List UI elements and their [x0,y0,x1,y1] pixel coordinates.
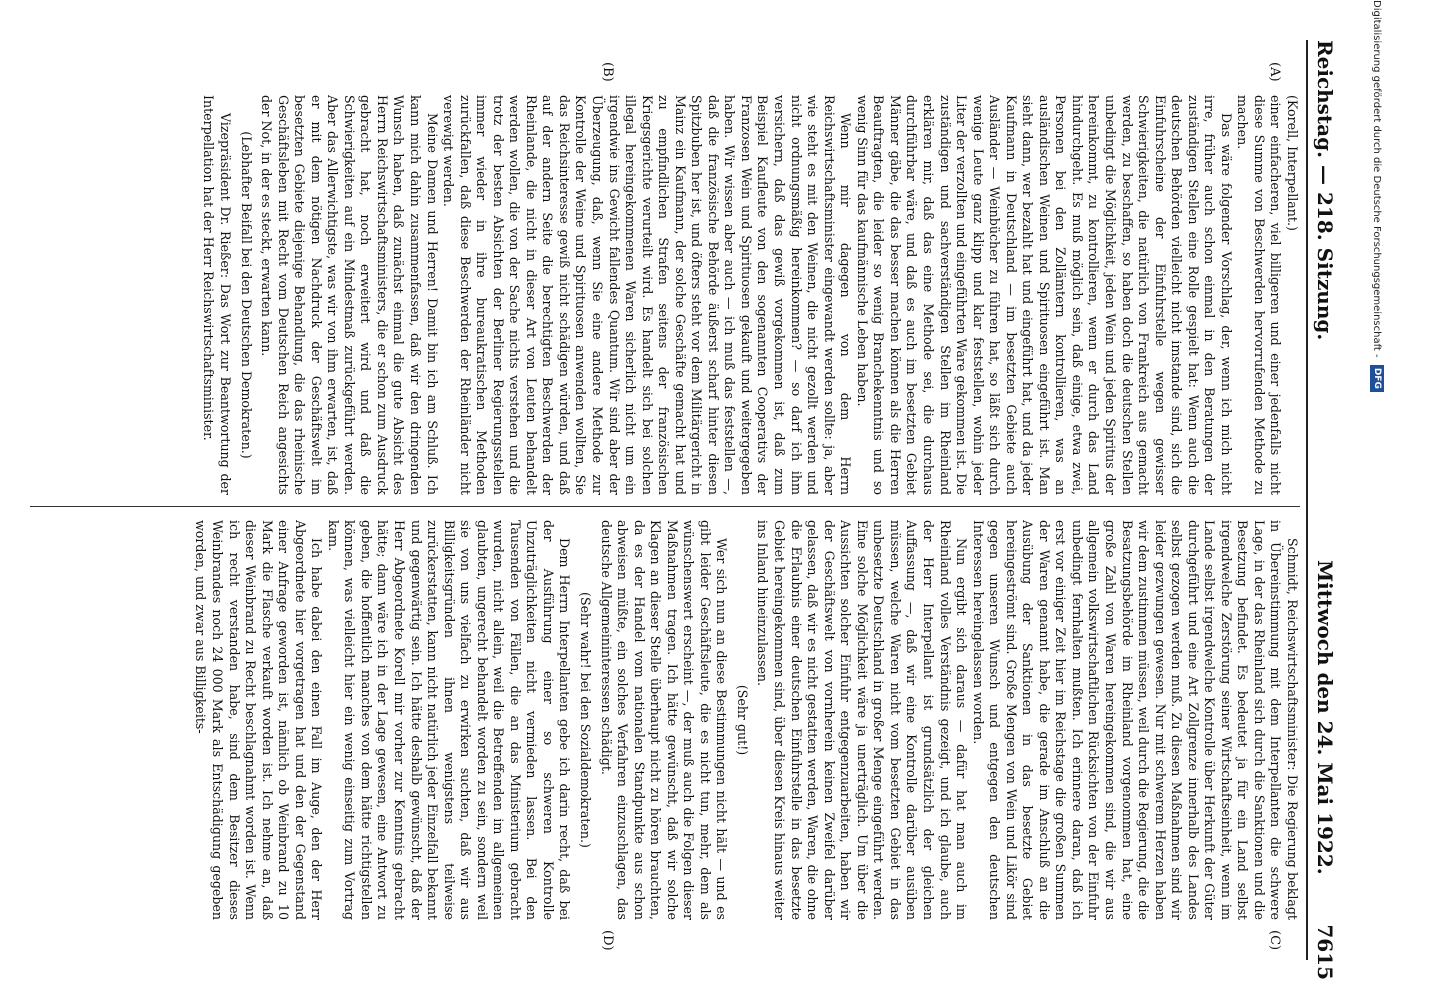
paragraph: Das wäre folgender Vorschlag, der, wenn ich mich nicht irre, früher auch schon einmal in den Beratungen der zuständigen Stellen eine Rolle gespielt hat: Wenn auch die deutschen Behörden vielleicht nicht imstande sind, sich die Einfuhrscheine der Einfuhrstelle wegen gewisser Schwierigkeiten, die natürlich von Frankreich aus gemacht werden, zu beschaffen, so haben doch die deutschen Stellen unbedingt die Möglichkeit, jeden Wein und jeden Spiritus der hereinkommt, zu kontrollieren, wenn er durch das Land hindurchgeht. Es muß möglich sein, daß einige, etwa zwei, Personen bei den Zollämtern kontrollieren, was an ausländischen Weinen und Spirituosen eingeführt ist. Man sieht dann, wer bezahlt hat und eingeführt hat, und da jeder Kaufmann in Deutschland — im besetzten Gebiete auch Ausländer — Weinbücher zu führen hat, so läßt sich durch wenige Leute ganz klipp und klar feststellen, wohin jeder Liter der verzollten und eingeführten Ware gekommen ist. Die zuständigen und sachverständigen Stellen im Rheinland erklären mir, daß das eine Methode sei, die durchaus durchführbar wäre, und daß es auch im besetzten Gebiet Männer gäbe, die das besser machen können als die Herren Beauftragten, die leider so wenig Branchekenntnis und so wenig Sinn für das kaufmännische Leben haben. [854,95,1234,495]
digitization-credit [1364,0,1388,1000]
dfg-logo: DFG [1370,365,1384,392]
interjection: (Sehr wahr! bei den Sozialdemokraten.) [578,592,594,848]
paragraph: Nun ergibt sich daraus — dafür hat man auch im Rheinland volles Verständnis gezeigt, und ich glaube, auch der Herr Interpellant ist grundsätzlich der gleichen Auffassung —, daß wir eine Kontrolle darüber ausüben müssen, welche Waren nicht vom besetzten Gebiet in das unbesetzte Deutschland in großer Menge eingeführt werden. Eine solche Möglichkeit wäre ja unerträglich. Um über die Aussichten solcher Einfuhr entgegenzuarbeiten, haben wir der Geschäftswelt von vornherein keinen Zweifel darüber gelassen, daß wir es nicht gestatten werden, Waren, die ohne die Erlaubnis einer deutschen Einfuhrstelle in das besetzte Gebiet hereingekommen sind, über diesen Kreis hinaus weiter ins Inland hineinzulassen. [755,520,970,920]
margin-letter-a: (A) [1267,62,1282,82]
header-session: Reichstag. — 218. Sitzung. [1313,40,1337,341]
paragraph: Vizepräsident Dr. Rießer: Das Wort zur Beantwortung der Interpellation hat der Herr Reichswirtschaftsminister. [201,95,233,495]
left-text-column [20,95,1300,495]
column-divider [30,506,1300,507]
margin-letter-b: (B) [600,62,615,82]
header-date: Mittwoch den 24. Mai 1922. [1313,560,1337,875]
credit-text: Digitalisierung gefördert durch die Deutsche Forschungsgemeinschaft - [1371,0,1382,358]
paragraph: Dem Herrn Interpellanten gebe ich darin recht, daß bei der Ausführung einer so schweren Kontrolle Unzuträglichkeiten nicht vermieden lassen. Bei den Tausenden von Fällen, die an das Ministerium gebracht wurden, nicht allein, weil die Betreffenden im allgemeinen glaubten, ungerecht behandelt worden zu sein, sondern weil sie von uns vielfach zu erwirken suchten, daß wir aus Billigkeitsgründen ihnen wenigstens teilweise zurückerstatten, kann nicht natürlich jeder Einzelfall bekannt und gegenwärtig sein. Ich hätte deshalb gewünscht, daß der Herr Abgeordnete Korell mir vorher zur Kenntnis gebracht hätte; dann wäre ich in der Lage gewesen, eine Antwort zu geben, die hoffentlich manches von dem hätte richtigstellen können, was vielleicht hier ein wenig einseitig zum Vortrag kam. [325,520,573,920]
page-number: 7615 [1313,924,1337,980]
paragraph: Wer sich nun an diese Bestimmungen nicht hält — und es gibt leider Geschäftsleute, die es nicht tun, mehr, dem als wünschenswert erscheint —, der muß auch die Folgen dieser Maßnahmen tragen. Ich hätte gewünscht, daß wir solche Klagen an dieser Stelle überhaupt nicht zu hören brauchten, da es der Handel vom nationalen Standpunkte aus schon abweisen müßte, ein solches Verfahren einzuschlagen, das deutsche Allgemeininteressen schädigt. [598,520,730,920]
paragraph: Meine Damen und Herren! Damit bin ich am Schluß. Ich kann mich dahin zusammenfassen, daß wir den dringenden Wunsch haben, daß zunächst einmal die gute Absicht des Herrn Reichswirtschaftsministers, die er schon zum Ausdruck gebracht hat, noch erweitert wird und daß die Schwierigkeiten auf ein Mindestmaß zurückgeführt werden. Aber das Allerwichtigste, was wir von ihm erwarten, ist, daß er mit dem nötigen Nachdruck der Geschäftswelt im besetzten Gebiete diejenige Behandlung, die das rheinische Geschäftsleben mit Recht vom Deutschen Reich angesichts der Not, in der es steckt, erwarten kann. [259,95,440,495]
paragraph: einer einfacheren, viel billigeren und einer jedenfalls nicht diese Summe von Beschwerden hervorrufenden Methode zu machen. [1235,95,1284,495]
paragraph: Schmidt, Reichswirtschaftsminister: Die Regierung beklagt in Übereinstimmung mit dem Interpellanten die schwere Lage, in der das Rheinland sich durch die Sanktionen und die Besetzung befindet. Es bedeutet ja für ein Land selbst irgendwelche Zerstörung seiner Wirtschaftseinheit, wenn im Lande selbst irgendwelche Kontrolle über Herkunft der Güter durchgeführt und eine Art Zollgrenze innerhalb des Landes selbst gezogen werden muß. Zu diesen Maßnahmen sind wir leider gezwungen gewesen. Nur mit schwerem Herzen haben wir dem zustimmen müssen, weil durch die Regierung, die die Besatzungsbehörde im Rheinland vorgenommen hat, eine große Zahl von Waren hereingekommen sind, die wir aus allgemein volkswirtschaftlichen Rücksichten von der Einfuhr unbedingt fernhalten mußten. Ich erinnere daran, daß ich erst vor einiger Zeit hier im Reichstage die großen Summen der Waren genannt habe, die gerade im Anschluß an die Ausübung der Sanktionen in das besetzte Gebiet hereingeströmt sind. Große Mengen von Wein und Likör sind gegen unseren Wunsch und entgegen den deutschen Interessen hereingelassen worden. [970,520,1300,920]
page-header [1310,0,1340,1000]
right-text-column [20,520,1300,920]
speaker-tag: (Korell, Interpellant.) [1285,95,1300,231]
header-rule [1307,40,1309,960]
paragraph: Ich habe dabei den einen Fall im Auge, den der Herr Abgeordnete hier vorgetragen hat und den der Gegenstand einer Anfrage geworden ist, nämlich ob Weinbrand zu 10 Mark die Flasche verkauft worden ist. Ich nehme an, daß dieser Weinbrand zu Recht beschlagnahmt worden ist. Wenn ich recht verstanden habe, sind dem Besitzer dieses Weinbrandes noch 24 000 Mark als Entschädigung gegeben worden, und zwar aus Billigkeits- [193,520,325,920]
paragraph: Wenn mir dagegen von dem Herrn Reichswirtschaftsminister eingewandt werden sollte: ja, aber wie steht es mit den Weinen, die nicht gezollt werden und nicht ordnungsmäßig hereinkommen? — so darf ich ihm versichern, daß das gewiß vorgekommen ist, daß zum Beispiel Kaufleute von den sogenannten Cooperativs der Franzosen Wein und Spirituosen gekauft und weitergegeben haben. Wir wissen aber auch — ich muß das feststellen —, daß die französische Behörde äußerst scharf hinter diesen Spitzbuben her ist, und öfters steht vor dem Militärgericht in Mainz ein Kaufmann, der solche Geschäfte gemacht hat und zu empfindlichen Strafen seitens der französischen Kriegsgerichte verurteilt wird. Es handelt sich bei solchen illegal hereingekommenen Waren sicherlich nicht um ein irgendwie ins Gewicht fallendes Quantum. Wir sind aber der Überzeugung, daß, wenn Sie eine andere Methode zur Kontrolle der Weine und Spirituosen anwenden wollten, Sie das Reichsinteresse gewiß nicht schädigen würden, und daß auf der andern Seite die berechtigten Beschwerden der Rheinlande, die nicht in dieser Art von Leuten behandelt werden wollen, die von der Sache nichts verstehen und die trotz der besten Absichten der Berliner Regierungsstellen immer wieder in ihre bureaukratischen Methoden zurückfallen, daß diese Beschwerden der Rheinländer nicht verewigt werden. [441,95,854,495]
interjection: (Sehr gut!) [734,684,750,756]
margin-letter-c: (C) [1267,930,1282,951]
margin-letter-d: (D) [600,930,615,951]
applause-note: (Lebhafter Beifall bei den Deutschen Demokraten.) [238,131,254,459]
